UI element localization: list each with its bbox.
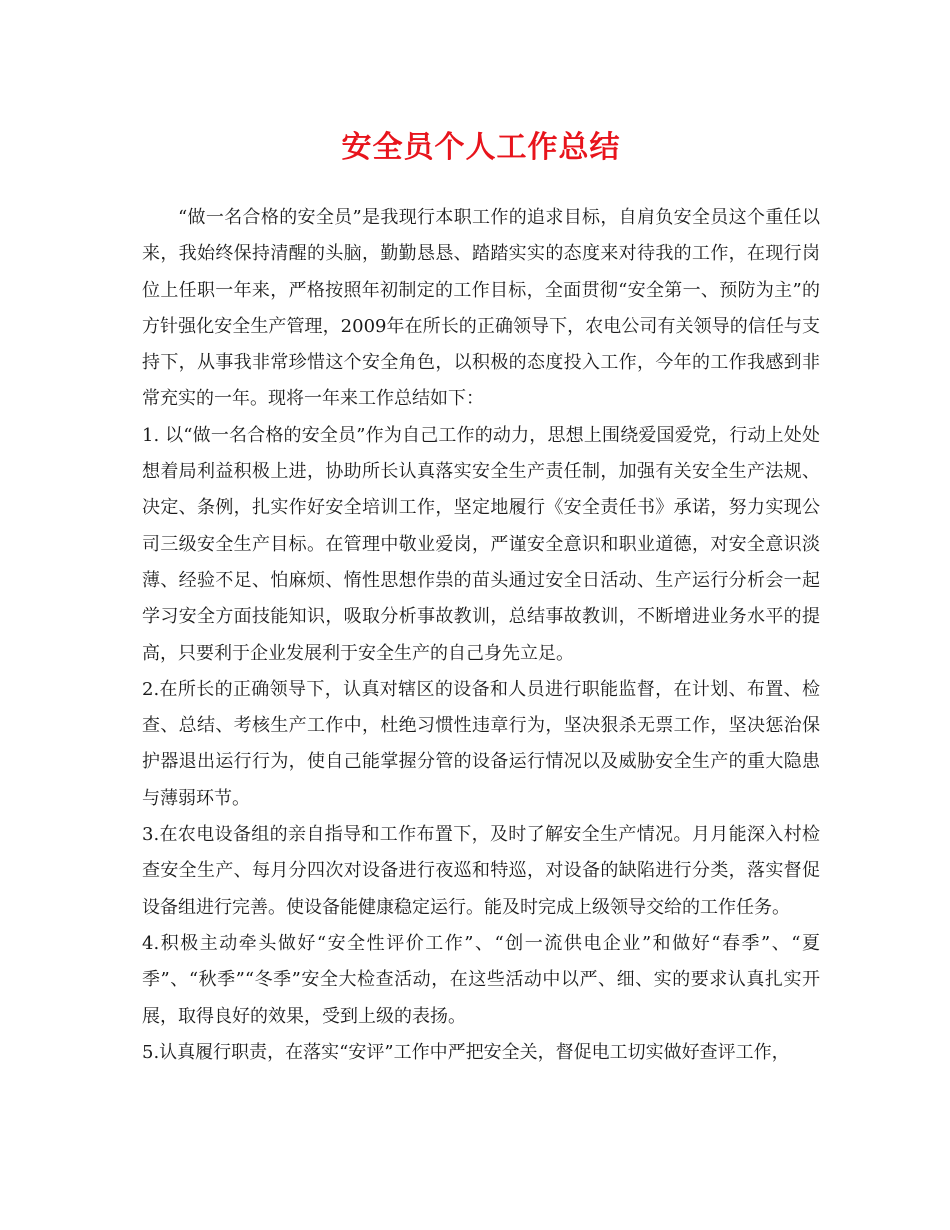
paragraph-item-5: 5.认真履行职责，在落实“安评”工作中严把安全关，督促电工切实做好查评工作， (142, 1041, 790, 1063)
paragraph-intro: “做一名合格的安全员”是我现行本职工作的追求目标，自肩负安全员这个重任以来，我始终保持清醒的头脑，勤勤恳恳、踏踏实实的态度来对待我的工作，在现行岗位上任职一年来，严格按照年初制定的工作目标，全面贯彻“安全第一、预防为主”的方针强化安全生产管理，2009年在所长的正确领导下，农电公司有关领导的信任与支持下，从事我非常珍惜这个安全角色，以积极的态度投入工作，今年的工作我感到非常充实的一年。现将一年来工作总结如下： (142, 207, 820, 410)
paragraph-item-4: 4.积极主动牵头做好“安全性评价工作”、“创一流供电企业”和做好“春季”、“夏季”、“秋季”“冬季”安全大检查活动，在这些活动中以严、细、实的要求认真扎实开展，取得良好的效果，受到上级的表扬。 (142, 932, 820, 1027)
paragraph-item-1: 1. 以“做一名合格的安全员”作为自己工作的动力，思想上围绕爱国爱党，行动上处处想着局利益积极上进，协助所长认真落实安全生产责任制，加强有关安全生产法规、决定、条例，扎实作好安全培训工作，坚定地履行《安全责任书》承诺，努力实现公司三级安全生产目标。在管理中敬业爱岗，严谨安全意识和职业道德，对安全意识淡薄、经验不足、怕麻烦、惰性思想作祟的苗头通过安全日活动、生产运行分析会一起学习安全方面技能知识，吸取分析事故教训，总结事故教训，不断增进业务水平的提高，只要利于企业发展利于安全生产的自己身先立足。 (142, 424, 820, 664)
document-title: 安全员个人工作总结 (341, 130, 621, 165)
paragraph-item-3: 3.在农电设备组的亲自指导和工作布置下，及时了解安全生产情况。月月能深入村检查安全生产、每月分四次对设备进行夜巡和特巡，对设备的缺陷进行分类，落实督促设备组进行完善。使设备能健康稳定运行。能及时完成上级领导交给的工作任务。 (142, 824, 820, 918)
paragraph-item-2: 2.在所长的正确领导下，认真对辖区的设备和人员进行职能监督，在计划、布置、检查、总结、考核生产工作中，杜绝习惯性违章行为，坚决狠杀无票工作，坚决惩治保护器退出运行行为，使自己能掌握分管的设备运行情况以及威胁安全生产的重大隐患与薄弱环节。 (142, 678, 820, 809)
